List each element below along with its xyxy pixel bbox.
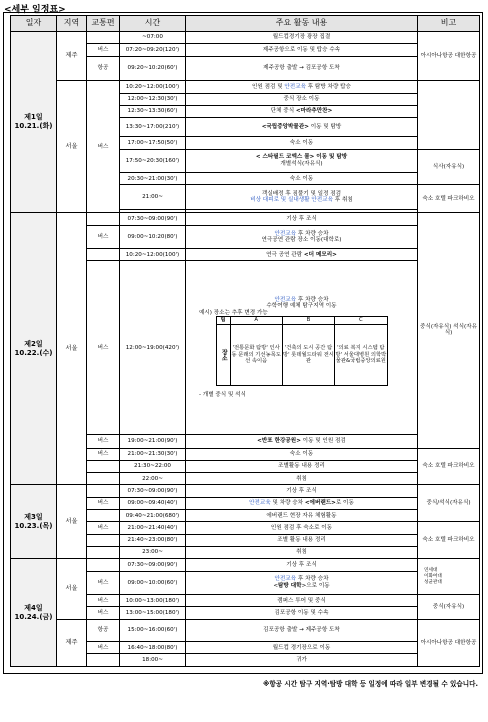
transport-cell: 버스 [87,261,120,435]
region-seoul: 서울 [57,485,87,559]
activity-cell: 안전교육 후 차량 승차 수학여행 예체 탐구지역 이동 예시) 장소는 추후 변경 가능 팀 A B C 장소 '전통문화 탐방' 인사동 문래의 기선농목도선 속이음 '건축의 도시 공간 탐방' 롯데월드타워 전시관 '의료 복지 시스템 탐방' 서울대병원 의학박물관&국립중앙의료원 - 개별 중식 및 석식 [186,261,418,435]
header-row [11,16,480,32]
activity-cell: 김포공항 출발 → 제주공항 도착 [186,619,418,641]
time-cell: 07:30~09:00(90') [120,213,186,225]
footnote: ※항공 시간 탐구 지역·탐방 대학 등 일정에 따라 일부 변경될 수 있습니다. [262,680,478,688]
day4-cell: 제4일 10.24.(금) [11,559,57,667]
header-note: 비고 [418,16,480,32]
region-jeju: 제주 [57,619,87,666]
region-seoul: 서울 [57,559,87,619]
time-cell: 21:30~22:00 [120,460,186,472]
activity-cell: 단체 중식 <마라추만찬> [186,105,418,117]
team-b-header: B [282,317,334,325]
time-cell: 21:00~21:40(40') [120,522,186,534]
time-cell: 22:00~ [120,473,186,485]
time-cell: 12:00~19:00(420') [120,261,186,435]
note-cell: 중식(자유식) 석식(자유식) [418,213,480,448]
activity-cell: 조별 활동 내용 정리 [186,534,418,546]
transport-cell [87,249,120,261]
region-seoul: 서울 [57,81,87,213]
activity-cell: 기상 후 조식 [186,559,418,571]
table-row [11,485,480,497]
activity-cell: 에버랜드 현장 자유 체험활동 [186,510,418,522]
note-cell: 숙소 호텔 파크하비오 [418,522,480,559]
note-cell: 숙소 호텔 파크하비오 [418,448,480,485]
time-cell: 16:40~18:00(80') [120,642,186,654]
time-cell: 09:00~10:00(60') [120,571,186,595]
activity-cell: 기상 후 조식 [186,213,418,225]
transport-cell: 버스 [87,497,120,509]
transport-cell: 항공 [87,56,120,81]
activity-cell: 숙소 이동 [186,137,418,149]
time-cell: 07:20~09:20(120') [120,44,186,56]
activity-cell: 월드컵경기장 광장 집결 [186,32,418,44]
transport-cell [87,534,120,546]
note-cell: 아시아나항공 대한항공 [418,32,480,81]
activity-cell: 안전교육 및 차량 승차 <에버랜드>로 이동 [186,497,418,509]
time-cell: 18:00~ [120,654,186,667]
team-a-header: A [230,317,282,325]
transport-cell [87,460,120,472]
activity-cell: 숙소 이동 [186,448,418,460]
activity-cell: <국립중앙박물관> 이동 및 탐방 [186,118,418,137]
activity-cell: 인원 점검 및 안전교육 후 탐방 차량 탑승 [186,81,418,93]
activity-cell: 인원 점검 후 숙소로 이동 [186,522,418,534]
page-caption: <세부 일정표> [4,5,66,15]
day1-cell: 제1일 10.21.(화) [11,32,57,213]
team-b-course: '건축의 도시 공간 탐방' 롯데월드타워 전시관 [282,325,334,386]
note-cell [418,81,480,149]
transport-cell: 버스 [87,571,120,595]
header-activity: 주요 활동 내용 [186,16,418,32]
day3-cell: 제3일 10.23.(목) [11,485,57,559]
time-cell: 21:40~23:00(80') [120,534,186,546]
note-cell: 아시아나항공 대한항공 [418,619,480,666]
activity-cell: 취침 [186,473,418,485]
activity-cell: 안전교육 후 차량 승차 연극공연 관람 장소 이동(대학로) [186,225,418,249]
transport-cell [87,559,120,571]
time-cell: 12:00~12:30(30') [120,93,186,105]
transport-cell: 버스 [87,225,120,249]
team-c-header: C [335,317,387,325]
activity-cell: 귀가 [186,654,418,667]
note-cell: 식사(자유식) [418,149,480,185]
table-row [11,559,480,571]
activity-cell: < 스타필드 코엑스 몰> 이동 및 탐방 개별석식(자유식) [186,149,418,173]
activity-cell: 객실배정 후 짐풀기 및 일정 점검 비상 대피로 및 실내생활 안전교육 후 취침 [186,185,418,210]
time-cell: 09:40~21:00(680') [120,510,186,522]
time-cell: 10:20~12:00(100') [120,81,186,93]
table-row [11,32,480,44]
time-cell: 09:20~10:20(60') [120,56,186,81]
time-cell: 09:00~09:40(40') [120,497,186,509]
header-time: 시간 [120,16,186,32]
table-row [11,213,480,225]
transport-cell: 버스 [87,607,120,619]
course-header: 장소 [216,325,230,386]
note-cell: 중식(자유식) [418,595,480,620]
transport-cell [87,547,120,559]
activity-cell: 제주공항으로 이동 및 탑승 수속 [186,44,418,56]
transport-cell [87,510,120,522]
time-cell: 10:20~12:00(100') [120,249,186,261]
day2-cell: 제2일 10.22.(수) [11,213,57,485]
activity-cell: 조별활동 내용 정리 [186,460,418,472]
activity-cell: 안전교육 후 차량 승차 <탐방 대학>으로 이동 [186,571,418,595]
schedule-table [10,15,480,667]
time-cell: 13:30~17:00(210') [120,118,186,137]
time-cell: 20:30~21:00(30') [120,173,186,185]
activity-cell: 김포공항 이동 및 수속 [186,607,418,619]
time-cell: 15:00~16:00(60') [120,619,186,641]
transport-cell [87,213,120,225]
transport-cell: 버스 [87,595,120,607]
table-row [11,81,480,93]
transport-cell: 항공 [87,619,120,641]
time-cell: 07:30~09:00(90') [120,559,186,571]
time-cell: 19:00~21:00(90') [120,435,186,448]
activity-cell: 제주공항 출발 → 김포공항 도착 [186,56,418,81]
transport-cell [87,32,120,44]
time-cell: 10:00~13:00(180') [120,595,186,607]
activity-cell: 기상 후 조식 [186,485,418,497]
time-cell: ~07:00 [120,32,186,44]
time-cell: 23:00~ [120,547,186,559]
table-row [11,619,480,641]
time-cell: 21:00~21:30(30') [120,448,186,460]
transport-cell [87,654,120,667]
time-cell: 13:00~15:00(180') [120,607,186,619]
note-cell: 중식/석식(자유식) [418,485,480,522]
team-table [216,316,388,386]
activity-cell: 취침 [186,547,418,559]
transport-cell: 버스 [87,81,120,213]
activity-cell: <반포 한강공원> 이동 및 인원 점검 [186,435,418,448]
header-transport: 교통편 [87,16,120,32]
transport-cell: 버스 [87,522,120,534]
time-cell: 17:00~17:50(50') [120,137,186,149]
activity-cell: 연극 공연 관람 <더 메모리> [186,249,418,261]
activity-cell: 월드컵 경기장으로 이동 [186,642,418,654]
region-seoul: 서울 [57,213,87,485]
note-cell: 연세대 이화여대 성균관대 [418,559,480,595]
time-cell: 07:30~09:00(90') [120,485,186,497]
header-date: 일자 [11,16,57,32]
transport-cell: 버스 [87,44,120,56]
time-cell: 17:50~20:30(160') [120,149,186,173]
activity-cell: 캠퍼스 투어 및 중식 [186,595,418,607]
transport-cell [87,485,120,497]
header-region: 지역 [57,16,87,32]
activity-cell: 숙소 이동 [186,173,418,185]
transport-cell: 버스 [87,435,120,448]
time-cell: 21:00~ [120,185,186,210]
team-c-course: '의료 복지 시스템 탐방' 서울대병원 의학박물관&국립중앙의료원 [335,325,387,386]
transport-cell [87,473,120,485]
note-cell: 숙소 호텔 파크하비오 [418,185,480,213]
region-jeju: 제주 [57,32,87,81]
transport-cell: 버스 [87,448,120,460]
team-a-course: '전통문화 탐방' 인사동 문래의 기선농목도선 속이음 [230,325,282,386]
transport-cell: 버스 [87,642,120,654]
activity-cell: 중식 장소 이동 [186,93,418,105]
time-cell: 12:30~13:30(60') [120,105,186,117]
time-cell: 09:00~10:20(80') [120,225,186,249]
team-header: 팀 [216,317,230,325]
